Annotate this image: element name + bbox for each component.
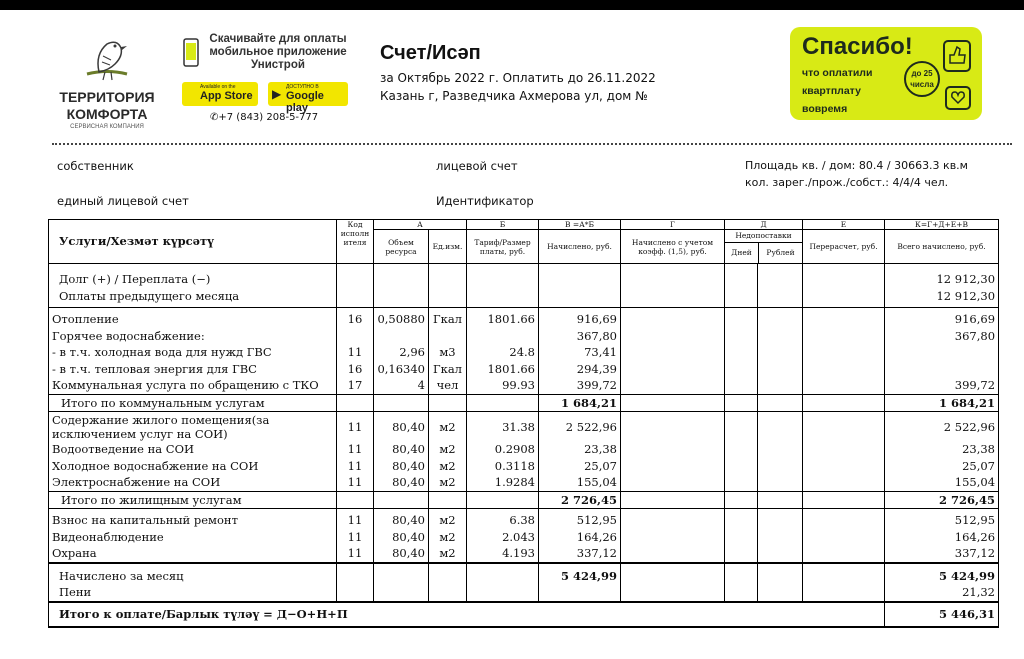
maintenance-charged: 2 522,96 <box>539 412 621 442</box>
col-volume: Объем ресурса <box>374 230 429 264</box>
cell-tariff: 1.9284 <box>467 474 539 491</box>
month-total-total: 5 424,99 <box>885 563 999 585</box>
maintenance-tariff: 31.38 <box>467 412 539 442</box>
cell-charged: 916,69 <box>539 308 621 328</box>
account-label: лицевой счет <box>436 159 518 173</box>
thanks-title: Спасибо! <box>802 33 913 60</box>
cell-name: Взнос на капитальный ремонт <box>49 509 337 529</box>
col-E: Е <box>803 220 885 230</box>
cell-total: 337,12 <box>885 545 999 563</box>
bird-logo-icon <box>77 34 137 84</box>
cell-tariff: 24.8 <box>467 344 539 361</box>
utilities-total-total: 1 684,21 <box>885 394 999 412</box>
cell-vol: 80,40 <box>374 458 429 475</box>
cell-total: 155,04 <box>885 474 999 491</box>
cell-total: 399,72 <box>885 377 999 394</box>
cell-code: 16 <box>337 308 374 328</box>
undersupply-sub <box>725 243 802 263</box>
thanks-text <box>802 64 902 118</box>
thanks-line-1: что оплатили <box>802 67 873 79</box>
app-store-small: Available on the <box>200 84 236 90</box>
maintenance-name-line-1: Содержание жилого помещения(за <box>52 413 270 427</box>
cell-name: Видеонаблюдение <box>49 529 337 546</box>
cell-code: 11 <box>337 545 374 563</box>
col-recalc: Перерасчет, руб. <box>803 230 885 264</box>
app-store-label: App Store <box>200 90 253 102</box>
cell-code: 11 <box>337 509 374 529</box>
cell-name: Отопление <box>49 308 337 328</box>
cell-unit: Гкал <box>429 308 467 328</box>
logo-subtitle: СЕРВИСНАЯ КОМПАНИЯ <box>70 124 144 130</box>
phone-call-icon: ✆ <box>210 112 219 123</box>
cell-unit: м2 <box>429 529 467 546</box>
month-total-row <box>49 563 999 585</box>
cell-tariff: 99.93 <box>467 377 539 394</box>
cell-unit: м2 <box>429 545 467 563</box>
cell-charged: 399,72 <box>539 377 621 394</box>
cell-total: 23,38 <box>885 441 999 458</box>
app-promo-line-1: Скачивайте для оплаты <box>209 33 347 45</box>
thanks-banner <box>790 27 982 120</box>
col-rubles: Рублей <box>766 248 795 257</box>
table-row <box>49 344 999 361</box>
cell-tariff: 4.193 <box>467 545 539 563</box>
app-promo-line-2: мобильное приложение <box>209 46 347 58</box>
utilities-total-row <box>49 394 999 412</box>
cell-total: 367,80 <box>885 328 999 345</box>
cell-unit: Гкал <box>429 361 467 378</box>
cell-unit: м2 <box>429 458 467 475</box>
prev-payments-total: 12 912,30 <box>936 288 996 303</box>
header-letters-row <box>49 220 999 230</box>
thanks-line-2: квартплату <box>802 85 861 97</box>
table-row <box>49 474 999 491</box>
debt-label: Долг (+) / Переплата (−) <box>59 272 211 286</box>
app-promo-text <box>208 33 348 72</box>
col-K: К=Г+Д+Е+В <box>885 220 999 230</box>
cell-tariff <box>467 328 539 345</box>
cell-vol <box>374 328 429 345</box>
cell-unit: м2 <box>429 509 467 529</box>
cell-code <box>337 328 374 345</box>
cell-code: 11 <box>337 441 374 458</box>
cell-vol: 80,40 <box>374 474 429 491</box>
housing-total-total: 2 726,45 <box>885 491 999 509</box>
housing-group <box>49 441 999 491</box>
utilities-total-label: Итого по коммунальным услугам <box>49 394 337 412</box>
pay-total-row <box>49 602 999 628</box>
cell-unit <box>429 328 467 345</box>
maintenance-total: 2 522,96 <box>885 412 999 442</box>
google-play-label: Google play <box>286 90 324 114</box>
col-charged: Начислено, руб. <box>539 230 621 264</box>
cell-charged: 25,07 <box>539 458 621 475</box>
cell-tariff: 2.043 <box>467 529 539 546</box>
app-promo-line-3: Унистрой <box>251 59 305 71</box>
charges-table <box>48 219 999 628</box>
deadline-badge-line-1: до 25 <box>911 69 933 78</box>
table-row <box>49 377 999 394</box>
play-icon: ▶ <box>272 87 282 101</box>
cell-charged: 512,95 <box>539 509 621 529</box>
table-row <box>49 441 999 458</box>
debt-totals <box>885 264 999 308</box>
cell-total: 916,69 <box>885 308 999 328</box>
cell-total: 164,26 <box>885 529 999 546</box>
cell-total: 512,95 <box>885 509 999 529</box>
cell-name: Холодное водоснабжение на СОИ <box>49 458 337 475</box>
cell-name: Водоотведение на СОИ <box>49 441 337 458</box>
cell-charged: 367,80 <box>539 328 621 345</box>
logo-title-2: КОМФОРТА <box>66 106 148 122</box>
bill-header <box>380 42 656 105</box>
cell-name: Охрана <box>49 545 337 563</box>
cell-vol: 80,40 <box>374 509 429 529</box>
google-play-small: ДОСТУПНО В <box>286 84 319 90</box>
col-total: Всего начислено, руб. <box>885 230 999 264</box>
cell-code: 11 <box>337 474 374 491</box>
cell-tariff: 1801.66 <box>467 308 539 328</box>
col-A: А <box>374 220 467 230</box>
logo-title-1: ТЕРРИТОРИЯ <box>59 89 155 105</box>
cell-unit: м2 <box>429 474 467 491</box>
divider <box>52 143 1012 145</box>
cell-code: 11 <box>337 529 374 546</box>
cell-vol: 80,40 <box>374 529 429 546</box>
debt-labels <box>49 264 337 308</box>
maintenance-name <box>49 412 337 442</box>
thanks-line-3: вовремя <box>802 103 848 115</box>
unified-account-label: единый лицевой счет <box>57 194 189 208</box>
cell-total: 25,07 <box>885 458 999 475</box>
cell-code: 16 <box>337 361 374 378</box>
cell-total <box>885 361 999 378</box>
cell-charged: 164,26 <box>539 529 621 546</box>
cell-name: - в т.ч. холодная вода для нужд ГВС <box>49 344 337 361</box>
thumbs-up-icon <box>940 35 976 115</box>
housing-total-label: Итого по жилищным услугам <box>49 491 337 509</box>
cell-vol: 80,40 <box>374 441 429 458</box>
cell-vol: 0,16340 <box>374 361 429 378</box>
cell-charged: 73,41 <box>539 344 621 361</box>
cell-unit: чел <box>429 377 467 394</box>
col-days: Дней <box>725 243 759 263</box>
cell-charged: 23,38 <box>539 441 621 458</box>
identifier-label: Идентификатор <box>436 194 534 208</box>
cell-name: - в т.ч. тепловая энергия для ГВС <box>49 361 337 378</box>
maintenance-unit: м2 <box>429 412 467 442</box>
table-row <box>49 545 999 563</box>
people-info: кол. зарег./прож./собст.: 4/4/4 чел. <box>745 176 949 189</box>
area-info: Площадь кв. / дом: 80.4 / 30663.3 кв.м <box>745 159 968 172</box>
cell-tariff: 0.2908 <box>467 441 539 458</box>
col-V: В =А*Б <box>539 220 621 230</box>
prev-payments-label: Оплаты предыдущего месяца <box>59 288 240 303</box>
utilities-total-charged: 1 684,21 <box>539 394 621 412</box>
cell-code: 17 <box>337 377 374 394</box>
undersupply-label: Недопоставки <box>725 230 802 243</box>
table-row <box>49 308 999 328</box>
col-tariff: Тариф/Размер платы, руб. <box>467 230 539 264</box>
table-row <box>49 361 999 378</box>
cell-name: Электроснабжение на СОИ <box>49 474 337 491</box>
pay-total-total: 5 446,31 <box>885 602 999 628</box>
month-total-label: Начислено за месяц <box>49 563 337 585</box>
utilities-group <box>49 308 999 395</box>
col-service: Услуги/Хезмәт күрсәтү <box>49 220 337 264</box>
table-row <box>49 458 999 475</box>
table-row <box>49 529 999 546</box>
col-G: Г <box>621 220 725 230</box>
pay-total-label: Итого к оплате/Барлык түләү = Д−О+Н+П <box>49 602 885 628</box>
cell-charged: 294,39 <box>539 361 621 378</box>
debt-total: 12 912,30 <box>936 272 996 286</box>
cell-tariff: 6.38 <box>467 509 539 529</box>
penalty-total: 21,32 <box>885 584 999 602</box>
company-logo <box>52 34 162 130</box>
col-code: Код исполн ителя <box>337 220 374 264</box>
maintenance-name-line-2: исключением услуг на СОИ) <box>52 427 228 441</box>
support-phone <box>210 112 318 123</box>
cell-unit: м2 <box>429 441 467 458</box>
owner-label: собственник <box>57 159 134 173</box>
col-D: Д <box>725 220 803 230</box>
col-unit: Ед.изм. <box>429 230 467 264</box>
cell-tariff: 1801.66 <box>467 361 539 378</box>
period-line: за Октябрь 2022 г. Оплатить до 26.11.2022 <box>380 71 656 85</box>
cell-total <box>885 344 999 361</box>
cell-vol: 2,96 <box>374 344 429 361</box>
address-line: Казань г, Разведчика Ахмерова ул, дом № <box>380 89 648 103</box>
cell-code: 11 <box>337 458 374 475</box>
app-store-button[interactable] <box>182 82 258 106</box>
cell-tariff: 0.3118 <box>467 458 539 475</box>
penalty-label: Пени <box>49 584 337 602</box>
col-B: Б <box>467 220 539 230</box>
debt-row <box>49 264 999 308</box>
cell-unit: м3 <box>429 344 467 361</box>
col-undersupply <box>725 230 803 264</box>
other-group <box>49 509 999 563</box>
support-phone-number: +7 (843) 208-5-777 <box>218 112 319 123</box>
page-title: Счет/Исәп <box>380 42 481 64</box>
col-coef: Начислено с учетом коэфф. (1,5), руб. <box>621 230 725 264</box>
maintenance-volume: 80,40 <box>374 412 429 442</box>
housing-total-row <box>49 491 999 509</box>
maintenance-code: 11 <box>337 412 374 442</box>
deadline-badge <box>904 61 940 97</box>
housing-row-maintenance <box>49 412 999 442</box>
cell-name: Горячее водоснабжение: <box>49 328 337 345</box>
table-row <box>49 509 999 529</box>
cell-charged: 337,12 <box>539 545 621 563</box>
cell-vol: 0,50880 <box>374 308 429 328</box>
housing-total-charged: 2 726,45 <box>539 491 621 509</box>
month-total-charged: 5 424,99 <box>539 563 621 585</box>
table-row <box>49 328 999 345</box>
cell-vol: 80,40 <box>374 545 429 563</box>
cell-charged: 155,04 <box>539 474 621 491</box>
penalty-row <box>49 584 999 602</box>
cell-name: Коммунальная услуга по обращению с ТКО <box>49 377 337 394</box>
cell-code: 11 <box>337 344 374 361</box>
top-edge <box>0 0 1024 10</box>
google-play-button[interactable] <box>268 82 348 114</box>
deadline-badge-line-2: числа <box>910 80 934 89</box>
cell-vol: 4 <box>374 377 429 394</box>
phone-icon <box>182 38 200 68</box>
